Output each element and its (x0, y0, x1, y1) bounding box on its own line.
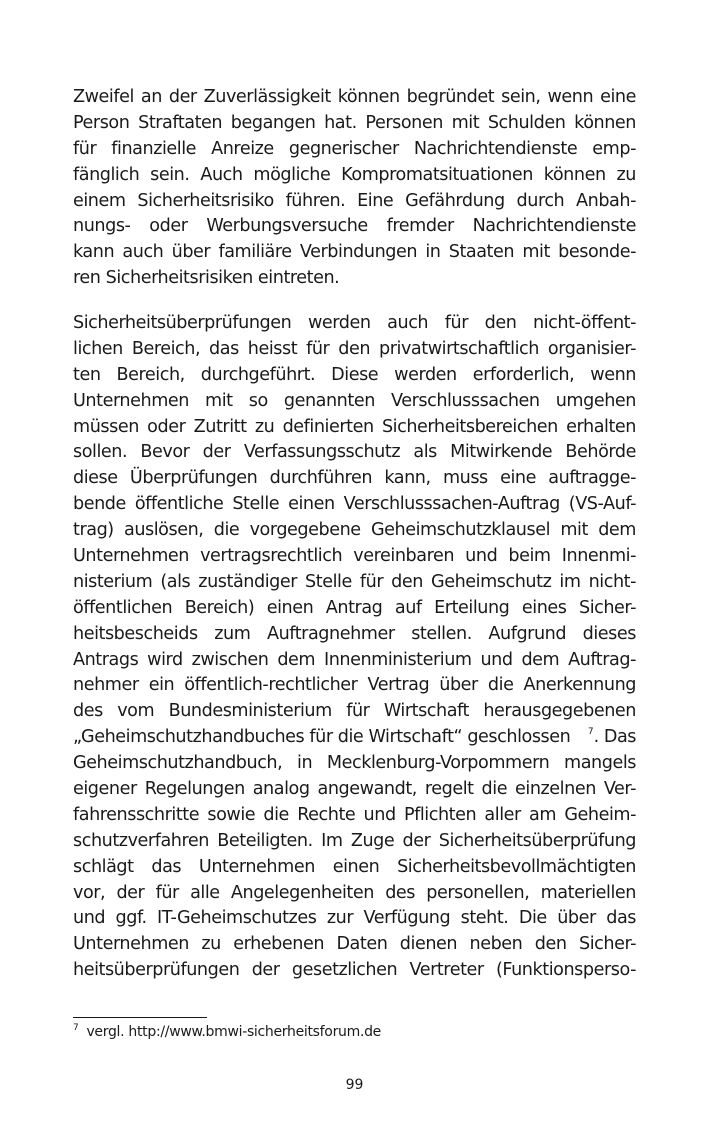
paragraph-line: Unternehmen zu erhebenen Daten dienen neben den Sicher- (73, 934, 636, 955)
paragraph-1 (73, 85, 636, 292)
paragraph-line: eigener Regelungen analog angewandt, regelt die einzelnen Ver- (73, 779, 636, 800)
paragraph-line: für finanzielle Anreize gegnerischer Nachrichtendienste emp- (73, 138, 636, 159)
footnote-reference[interactable]: 7 (587, 727, 594, 738)
paragraph-line: Sicherheitsüberprüfungen werden auch für den nicht-öffent- (73, 313, 636, 333)
paragraph-line: trag) auslösen, die vorgegebene Geheimschutzklausel mit dem (73, 520, 636, 541)
paragraph-line: vor, der für alle Angelegenheiten des personellen, materiellen (73, 882, 636, 903)
paragraph-line: fahrensschritte sowie die Rechte und Pflichten aller am Geheim- (73, 804, 636, 825)
paragraph-line: ten Bereich, durchgeführt. Diese werden erforderlich, wenn (73, 364, 636, 385)
footnote-text[interactable]: vergl. http://www.bmwi-sicherheitsforum.de (86, 1024, 381, 1040)
paragraph-line: müssen oder Zutritt zu definierten Sicherheitsbereichen erhalten (73, 416, 636, 437)
paragraph-line-tail: . Das (593, 727, 636, 748)
paragraph-line: ren Sicherheitsrisiken eintreten. (73, 268, 340, 289)
paragraph-2 (73, 311, 636, 984)
paragraph-line: diese Überprüfungen durchführen kann, muss eine auftragge- (73, 468, 636, 489)
paragraph-line: heitsbescheids zum Auftragnehmer stellen. Aufgrund dieses (73, 623, 636, 644)
paragraph-line: Zweifel an der Zuverlässigkeit können begründet sein, wenn eine (73, 87, 636, 107)
paragraph-line: Antrags wird zwischen dem Innenministerium und dem Auftrag- (73, 649, 636, 670)
paragraph-line-text: „Geheimschutzhandbuches für die Wirtschaft“ geschlossen (73, 727, 571, 748)
paragraph-line: sollen. Bevor der Verfassungsschutz als Mitwirkende Behörde (73, 442, 636, 463)
paragraph-line: nisterium (als zuständiger Stelle für den Geheimschutz im nicht- (73, 571, 636, 592)
paragraph-line: fänglich sein. Auch mögliche Kompromatsituationen können zu (73, 164, 636, 185)
paragraph-line: lichen Bereich, das heisst für den privatwirtschaftlich organisier- (73, 338, 636, 359)
footnote-reference-group (588, 725, 636, 751)
footnote-mark: 7 (73, 1023, 79, 1033)
page-number: 99 (345, 1077, 364, 1093)
paragraph-line: heitsüberprüfungen der gesetzlichen Vertreter (Funktionsperso- (73, 960, 636, 981)
paragraph-line: nungs- oder Werbungsversuche fremder Nachrichtendienste (73, 216, 636, 237)
paragraph-line: kann auch über familiäre Verbindungen in Staaten mit besonde- (73, 242, 636, 263)
paragraph-line: nehmer ein öffentlich-rechtlicher Vertrag über die Anerkennung (73, 675, 636, 696)
paragraph-line: des vom Bundesministerium für Wirtschaft herausgegebenen (73, 701, 636, 722)
paragraph-line-with-footnote (73, 725, 636, 751)
paragraph-line: schlägt das Unternehmen einen Sicherheitsbevollmächtigten (73, 856, 636, 877)
paragraph-line: öffentlichen Bereich) einen Antrag auf Erteilung eines Sicher- (73, 597, 636, 618)
paragraph-line: Geheimschutzhandbuch, in Mecklenburg-Vorpommern mangels (73, 753, 636, 774)
paragraph-line: Person Straftaten begangen hat. Personen mit Schulden können (73, 112, 636, 133)
paragraph-line: Unternehmen mit so genannten Verschlusssachen umgehen (73, 390, 636, 411)
footnote (73, 1021, 381, 1045)
paragraph-line: und ggf. IT-Geheimschutzes zur Verfügung steht. Die über das (73, 908, 636, 929)
paragraph-line: einem Sicherheitsrisiko führen. Eine Gefährdung durch Anbah- (73, 190, 636, 211)
paragraph-line: Unternehmen vertragsrechtlich vereinbaren und beim Innenmi- (73, 546, 636, 567)
footnote-divider (73, 1017, 207, 1018)
paragraph-line: schutzverfahren Beteiligten. Im Zuge der Sicherheitsüberprüfung (73, 830, 636, 851)
paragraph-line: bende öffentliche Stelle einen Verschlusssachen-Auftrag (VS-Auf- (73, 494, 636, 515)
